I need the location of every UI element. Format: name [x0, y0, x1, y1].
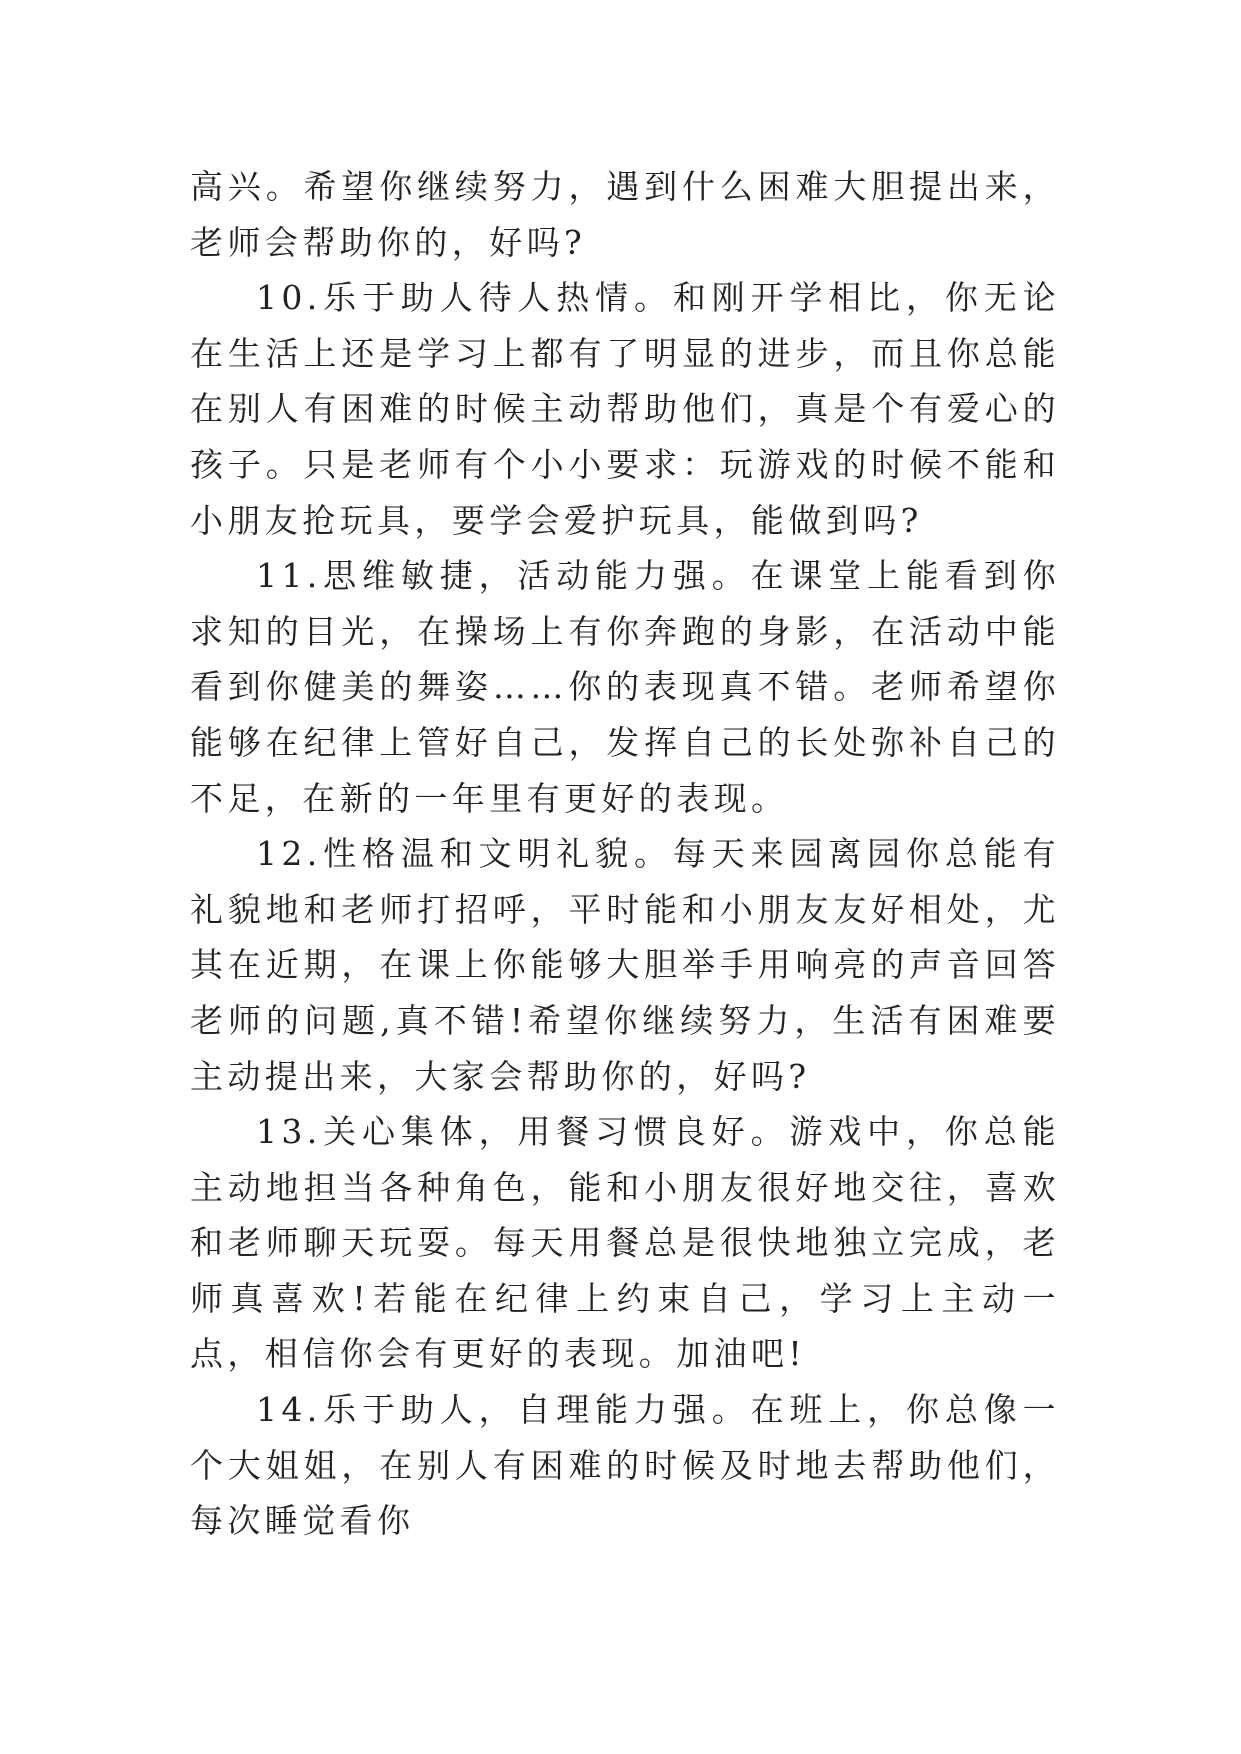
- paragraph: 12.性格温和文明礼貌。每天来园离园你总能有礼貌地和老师打招呼，平时能和小朋友友好相处，尤其在近期，在课上你能够大胆举手用响亮的声音回答老师的问题,真不错!希望你继续努力，生活有困难要主动提出来，大家会帮助你的，好吗?: [190, 834, 1060, 1096]
- paragraph: 10.乐于助人待人热情。和刚开学相比，你无论在生活上还是学习上都有了明显的进步，而且你总能在别人有困难的时候主动帮助他们，真是个有爱心的孩子。只是老师有个小小要求：玩游戏的时候不能和小朋友抢玩具，要学会爱护玩具，能做到吗?: [190, 278, 1060, 540]
- paragraph: 高兴。希望你继续努力，遇到什么困难大胆提出来，老师会帮助你的，好吗?: [190, 167, 1060, 262]
- paragraph: 14.乐于助人，自理能力强。在班上，你总像一个大姐姐，在别人有困难的时候及时地去帮助他们，每次睡觉看你: [190, 1390, 1060, 1541]
- paragraph: 13.关心集体，用餐习惯良好。游戏中，你总能主动地担当各种角色，能和小朋友很好地交往，喜欢和老师聊天玩耍。每天用餐总是很快地独立完成，老师真喜欢!若能在纪律上约束自己，学习上主动一点，相信你会有更好的表现。加油吧!: [190, 1112, 1060, 1374]
- document-body: [190, 159, 1060, 1549]
- paragraph: 11.思维敏捷，活动能力强。在课堂上能看到你求知的目光，在操场上有你奔跑的身影，在活动中能看到你健美的舞姿……你的表现真不错。老师希望你能够在纪律上管好自己，发挥自己的长处弥补自己的不足，在新的一年里有更好的表现。: [190, 556, 1060, 818]
